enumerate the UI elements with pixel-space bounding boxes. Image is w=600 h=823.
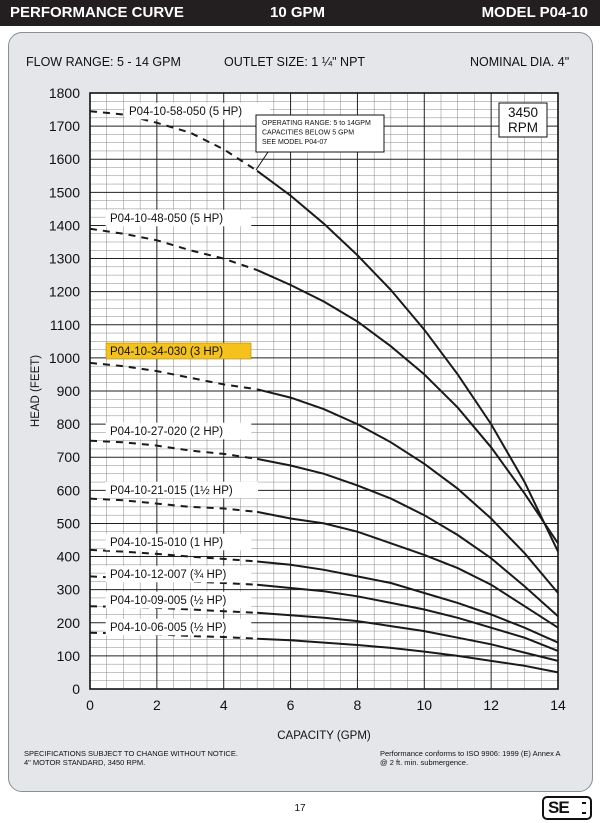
brand-logo-text: SE: [548, 798, 569, 817]
y-tick-label: 400: [56, 548, 80, 565]
header-title: PERFORMANCE CURVE: [10, 4, 184, 21]
iso-notice: Performance conforms to ISO 9906: 1999 (E) Annex A @ 2 ft. min. submergence.: [380, 749, 561, 767]
flow-range-label: FLOW RANGE: 5 - 14 GPM: [26, 55, 181, 69]
y-axis-label: HEAD (FEET): [30, 354, 42, 428]
y-tick-label: 1400: [48, 217, 80, 234]
series-label: P04-10-58-050 (5 HP): [129, 106, 243, 118]
page-number: 17: [294, 803, 306, 814]
y-tick-label: 100: [56, 647, 80, 664]
y-tick-label: 700: [56, 449, 80, 466]
rpm-label: 3450: [507, 105, 539, 120]
y-tick-label: 300: [56, 581, 80, 598]
y-tick-label: 1100: [49, 316, 80, 333]
x-tick-label: 8: [353, 697, 362, 713]
x-tick-label: 2: [152, 697, 161, 713]
header-flow: 10 GPM: [270, 4, 326, 21]
x-tick-label: 0: [86, 697, 94, 713]
y-tick-label: 1500: [48, 184, 80, 201]
y-tick-label: 800: [56, 416, 80, 433]
outlet-size-label: OUTLET SIZE: 1 ¼" NPT: [224, 55, 366, 69]
operating-note-line: CAPACITIES BELOW 5 GPM: [262, 129, 355, 137]
x-tick-label: 12: [483, 697, 499, 713]
series-label: P04-10-15-010 (1 HP): [110, 537, 224, 549]
x-tick-label: 6: [286, 697, 295, 713]
y-tick-label: 1600: [48, 151, 80, 168]
operating-note-line: SEE MODEL P04-07: [262, 139, 328, 146]
series-label: P04-10-48-050 (5 HP): [110, 213, 224, 225]
x-tick-label: 14: [550, 697, 566, 713]
series-label: P04-10-12-007 (¾ HP): [110, 569, 227, 581]
series-label: P04-10-34-030 (3 HP): [110, 346, 224, 358]
y-tick-label: 600: [56, 482, 80, 499]
x-tick-label: 10: [416, 697, 433, 713]
y-tick-label: 0: [72, 681, 80, 697]
series-label: P04-10-27-020 (2 HP): [110, 426, 224, 438]
y-tick-label: 1200: [48, 283, 80, 300]
y-tick-label: 1000: [48, 349, 80, 366]
rpm-label: RPM: [508, 120, 538, 135]
x-axis-label: CAPACITY (GPM): [277, 730, 371, 742]
header-model: MODEL P04-10: [481, 4, 588, 21]
brand-logo: [542, 796, 592, 820]
y-tick-label: 1300: [48, 250, 80, 267]
spec-notice: SPECIFICATIONS SUBJECT TO CHANGE WITHOUT NOTICE. 4" MOTOR STANDARD, 3450 RPM.: [24, 749, 238, 767]
series-label: P04-10-21-015 (1½ HP): [110, 485, 233, 497]
brand-logo-mark: [582, 802, 586, 814]
y-tick-label: 1700: [48, 118, 80, 135]
nominal-dia-label: NOMINAL DIA. 4": [470, 55, 570, 69]
y-tick-label: 1800: [48, 85, 80, 101]
operating-note-line: OPERATING RANGE: 5 to 14GPM: [262, 120, 371, 127]
x-tick-label: 4: [219, 697, 228, 713]
y-tick-label: 900: [56, 383, 80, 399]
series-label: P04-10-06-005 (½ HP): [110, 622, 227, 634]
y-tick-label: 200: [56, 614, 80, 631]
y-tick-label: 500: [56, 515, 80, 532]
series-label: P04-10-09-005 (½ HP): [110, 595, 227, 607]
